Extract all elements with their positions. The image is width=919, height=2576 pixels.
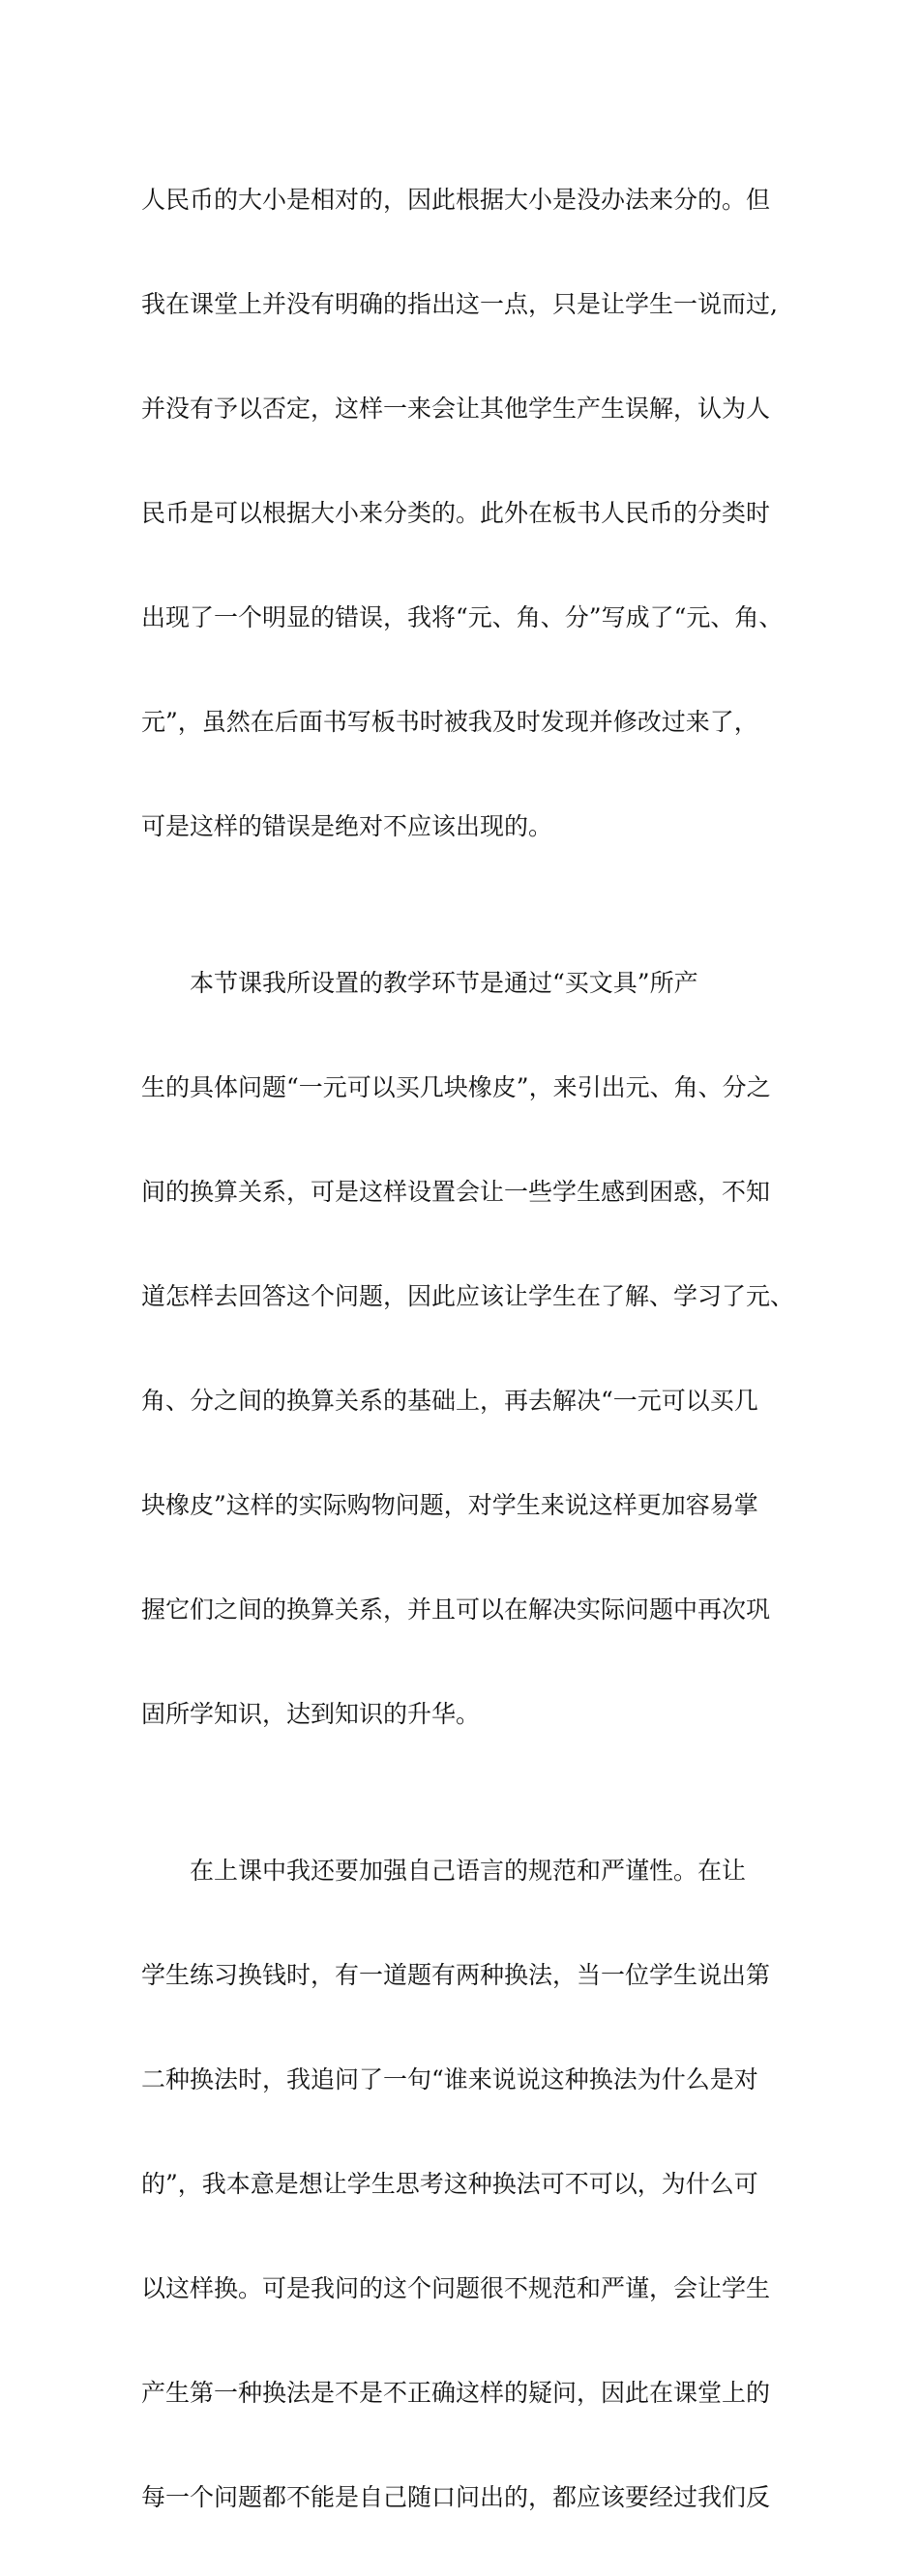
paragraph-2 [141, 905, 795, 1793]
text-line: 在上课中我还要加强自己语言的规范和严谨性。在让 [141, 1857, 747, 1885]
text-line: 生的具体问题“一元可以买几块橡皮”，来引出元、角、分之 [141, 1073, 771, 1101]
text-line: 二种换法时，我追问了一句“谁来说说这种换法为什么是对 [141, 2065, 758, 2093]
text-line: 元”，虽然在后面书写板书时被我及时发现并修改过来了， [141, 708, 758, 736]
text-line: 道怎样去回答这个问题，因此应该让学生在了解、学习了元、 [141, 1282, 795, 1310]
paragraph-1 [141, 122, 784, 905]
text-line: 民币是可以根据大小来分类的。此外在板书人民币的分类时 [141, 499, 771, 527]
text-line: 我在课堂上并没有明确的指出这一点，只是让学生一说而过, [141, 290, 778, 318]
text-line: 出现了一个明显的错误，我将“元、角、分”写成了“元、角、 [141, 603, 784, 631]
paragraph-3 [141, 1793, 780, 2576]
text-line: 每一个问题都不能是自己随口问出的，都应该要经过我们反 [141, 2483, 771, 2511]
text-line: 间的换算关系，可是这样设置会让一些学生感到困惑，不知 [141, 1178, 771, 1206]
text-line: 本节课我所设置的教学环节是通过“买文具”所产 [141, 969, 698, 997]
document-body [141, 122, 795, 2576]
text-line: 并没有予以否定，这样一来会让其他学生产生误解，认为人 [141, 395, 771, 423]
text-line: 的”，我本意是想让学生思考这种换法可不可以，为什么可 [141, 2170, 758, 2198]
text-line: 块橡皮”这样的实际购物问题，对学生来说这样更加容易掌 [141, 1491, 758, 1519]
text-line: 人民币的大小是相对的，因此根据大小是没办法来分的。但 [141, 186, 771, 214]
text-line: 学生练习换钱时，有一道题有两种换法，当一位学生说出第 [141, 1961, 771, 1989]
text-line: 可是这样的错误是绝对不应该出现的。 [141, 812, 553, 840]
text-line: 产生第一种换法是不是不正确这样的疑问，因此在课堂上的 [141, 2379, 771, 2407]
text-line: 握它们之间的换算关系，并且可以在解决实际问题中再次巩 [141, 1595, 771, 1624]
text-line: 角、分之间的换算关系的基础上，再去解决“一元可以买几 [141, 1387, 758, 1415]
text-line: 以这样换。可是我问的这个问题很不规范和严谨，会让学生 [141, 2274, 771, 2302]
text-line: 固所学知识，达到知识的升华。 [141, 1700, 481, 1728]
